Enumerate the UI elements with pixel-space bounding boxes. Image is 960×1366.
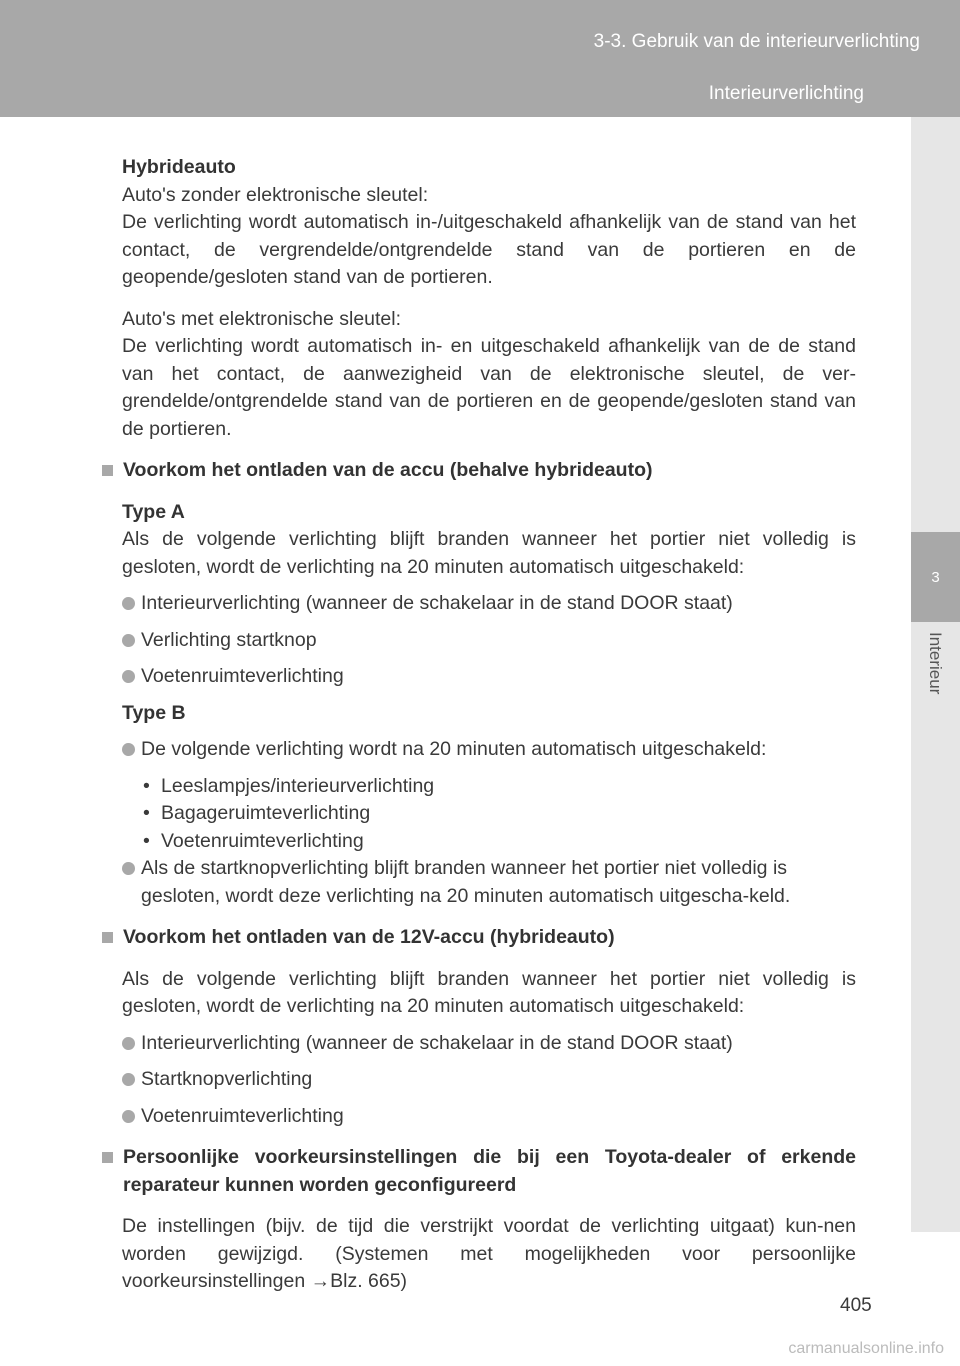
circle-bullet-icon bbox=[122, 1110, 135, 1123]
list-item: Voetenruimteverlichting bbox=[100, 663, 856, 691]
list-item: De volgende verlichting wordt na 20 minuten automatisch uitgeschakeld: bbox=[100, 736, 856, 764]
side-tab-number: 3 bbox=[911, 532, 960, 622]
type-a-text: Als de volgende verlichting blijft branden wanneer het portier niet volledig is gesloten, wordt de verlichting na 20 minuten automatisch uitgeschakeld: bbox=[122, 528, 856, 578]
type-a-label: Type A bbox=[122, 500, 185, 523]
circle-bullet-icon bbox=[122, 1073, 135, 1086]
hybrid-paragraph-3: Auto's met elektronische sleutel: bbox=[122, 307, 402, 330]
watermark: carmanualsonline.info bbox=[788, 1340, 944, 1357]
dot-bullet-icon: • bbox=[143, 802, 150, 824]
section-heading-personal-settings: Persoonlijke voorkeursinstellingen die bij een Toyota-dealer of erkende reparateur kunnen worden geconfigureerd bbox=[100, 1144, 856, 1199]
chapter-title: 3-3. Gebruik van de interieurverlichting bbox=[593, 31, 920, 52]
hybrid-paragraph-2: De verlichting wordt automatisch in-/uitgeschakeld afhankelijk van de stand van het contact, de vergrendelde/ontgrendelde stand van de portieren en de geopende/gesloten stand van de portieren. bbox=[122, 211, 856, 288]
section-title: Interieurverlichting bbox=[708, 83, 864, 104]
circle-bullet-icon bbox=[122, 597, 135, 610]
page-content bbox=[100, 154, 856, 1296]
list-item: Startknopverlichting bbox=[100, 1066, 856, 1094]
sub-list-item: • Bagageruimteverlichting bbox=[100, 800, 856, 828]
page-number: 405 bbox=[840, 1295, 872, 1316]
hybrid-heading: Hybrideauto bbox=[122, 156, 236, 178]
list-item: Interieurverlichting (wanneer de schakelaar in de stand DOOR staat) bbox=[100, 590, 856, 618]
circle-bullet-icon bbox=[122, 862, 135, 875]
square-bullet-icon bbox=[102, 465, 113, 476]
list-item: Als de startknopverlichting blijft branden wanneer het portier niet volledig is gesloten, wordt deze verlichting na 20 minuten automatisch uitgescha-keld. bbox=[100, 855, 856, 910]
square-bullet-icon bbox=[102, 1152, 113, 1163]
dot-bullet-icon: • bbox=[143, 829, 150, 852]
dot-bullet-icon: • bbox=[143, 774, 150, 797]
section-heading-12v-battery: Voorkom het ontladen van de 12V-accu (hybrideauto) bbox=[100, 924, 856, 952]
sub-list-item: • Leeslampjes/interieurverlichting bbox=[100, 773, 856, 801]
section-3-text: De instellingen (bijv. de tijd die verstrijkt voordat de verlichting uitgaat) kun-nen worden gewijzigd. (Systemen met mogelijkheden voor persoonlijke voorkeursinstellingen →Blz. 665) bbox=[122, 1215, 856, 1292]
circle-bullet-icon bbox=[122, 634, 135, 647]
circle-bullet-icon bbox=[122, 1037, 135, 1050]
section-2-text: Als de volgende verlichting blijft branden wanneer het portier niet volledig is gesloten, wordt de verlichting na 20 minuten automatisch uitgeschakeld: bbox=[122, 967, 856, 1017]
list-item: Interieurverlichting (wanneer de schakelaar in de stand DOOR staat) bbox=[100, 1030, 856, 1058]
hybrid-paragraph-4: De verlichting wordt automatisch in- en uitgeschakeld afhankelijk van de de stand van het contact, de aanwezigheid van de elektronische sleutel, de ver-grendelde/ontgrendelde stand van de portieren en de geopende/gesloten stand van de portieren. bbox=[122, 335, 856, 440]
section-heading-battery: Voorkom het ontladen van de accu (behalve hybrideauto) bbox=[100, 457, 856, 485]
circle-bullet-icon bbox=[122, 743, 135, 756]
square-bullet-icon bbox=[102, 932, 113, 943]
sub-list-item: • Voetenruimteverlichting bbox=[100, 828, 856, 856]
list-item: Verlichting startknop bbox=[100, 627, 856, 655]
list-item: Voetenruimteverlichting bbox=[100, 1103, 856, 1131]
hybrid-paragraph-1: Auto's zonder elektronische sleutel: bbox=[122, 183, 429, 206]
type-b-label: Type B bbox=[122, 701, 186, 724]
circle-bullet-icon bbox=[122, 670, 135, 683]
side-tab-label: Interieur bbox=[926, 632, 945, 695]
